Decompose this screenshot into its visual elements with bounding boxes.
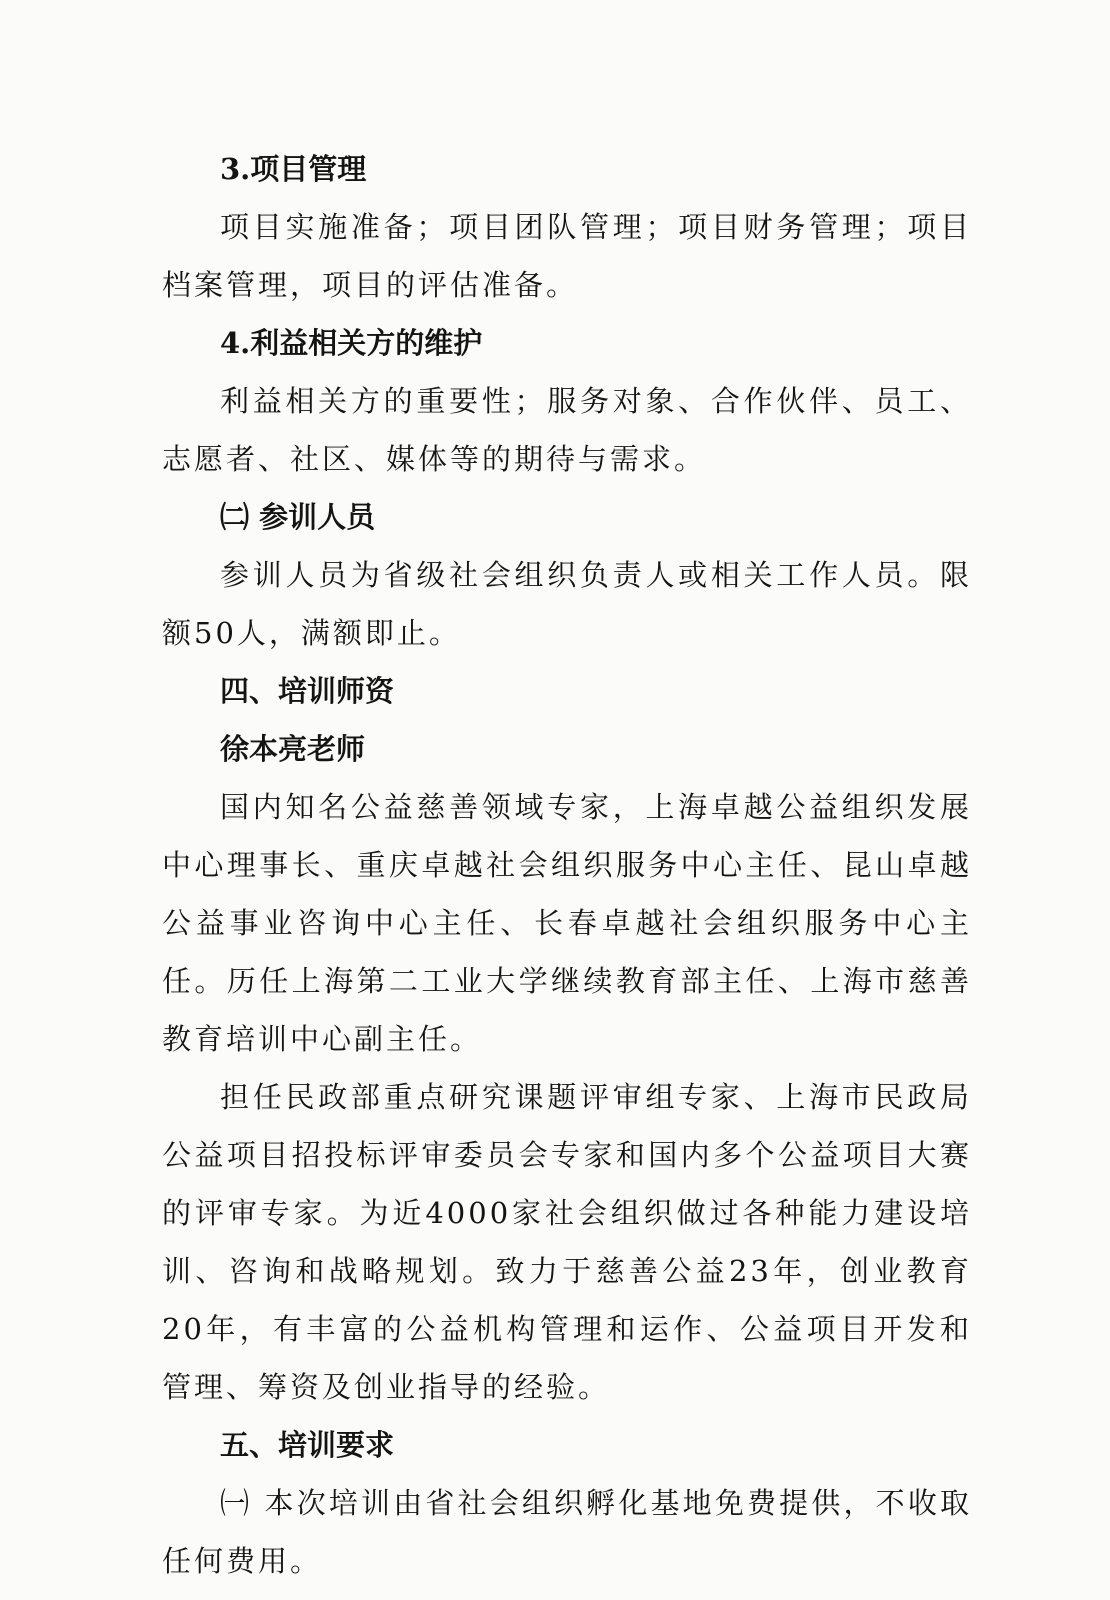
paragraph-stakeholders: 利益相关方的重要性；服务对象、合作伙伴、员工、志愿者、社区、媒体等的期待与需求。 (162, 384, 972, 476)
section-heading-participants: ㈡ 参训人员 (220, 500, 376, 534)
section-heading-requirements: 五、培训要求 (220, 1428, 395, 1462)
trainer-name: 徐本亮老师 (220, 732, 366, 766)
document-body (162, 140, 972, 1590)
paragraph-trainer-experience: 担任民政部重点研究课题评审组专家、上海市民政局公益项目招投标评审委员会专家和国内多个公益项目大赛的评审专家。为近4000家社会组织做过各种能力建设培训、咨询和战略规划。致力于慈善公益23年，创业教育20年，有丰富的公益机构管理和运作、公益项目开发和管理、筹资及创业指导的经验。 (162, 1080, 972, 1404)
paragraph-project-management: 项目实施准备；项目团队管理；项目财务管理；项目档案管理，项目的评估准备。 (162, 210, 972, 302)
paragraph-participants: 参训人员为省级社会组织负责人或相关工作人员。限额50人，满额即止。 (162, 558, 972, 650)
section-heading-trainers: 四、培训师资 (220, 674, 395, 708)
paragraph-requirement-1: ㈠ 本次培训由省社会组织孵化基地免费提供，不收取任何费用。 (162, 1486, 972, 1578)
paragraph-trainer-bio: 国内知名公益慈善领域专家，上海卓越公益组织发展中心理事长、重庆卓越社会组织服务中心主任、昆山卓越公益事业咨询中心主任、长春卓越社会组织服务中心主任。历任上海第二工业大学继续教育部主任、上海市慈善教育培训中心副主任。 (162, 790, 972, 1056)
section-heading-project-management: 3.项目管理 (220, 152, 367, 186)
section-heading-stakeholders: 4.利益相关方的维护 (220, 326, 483, 360)
